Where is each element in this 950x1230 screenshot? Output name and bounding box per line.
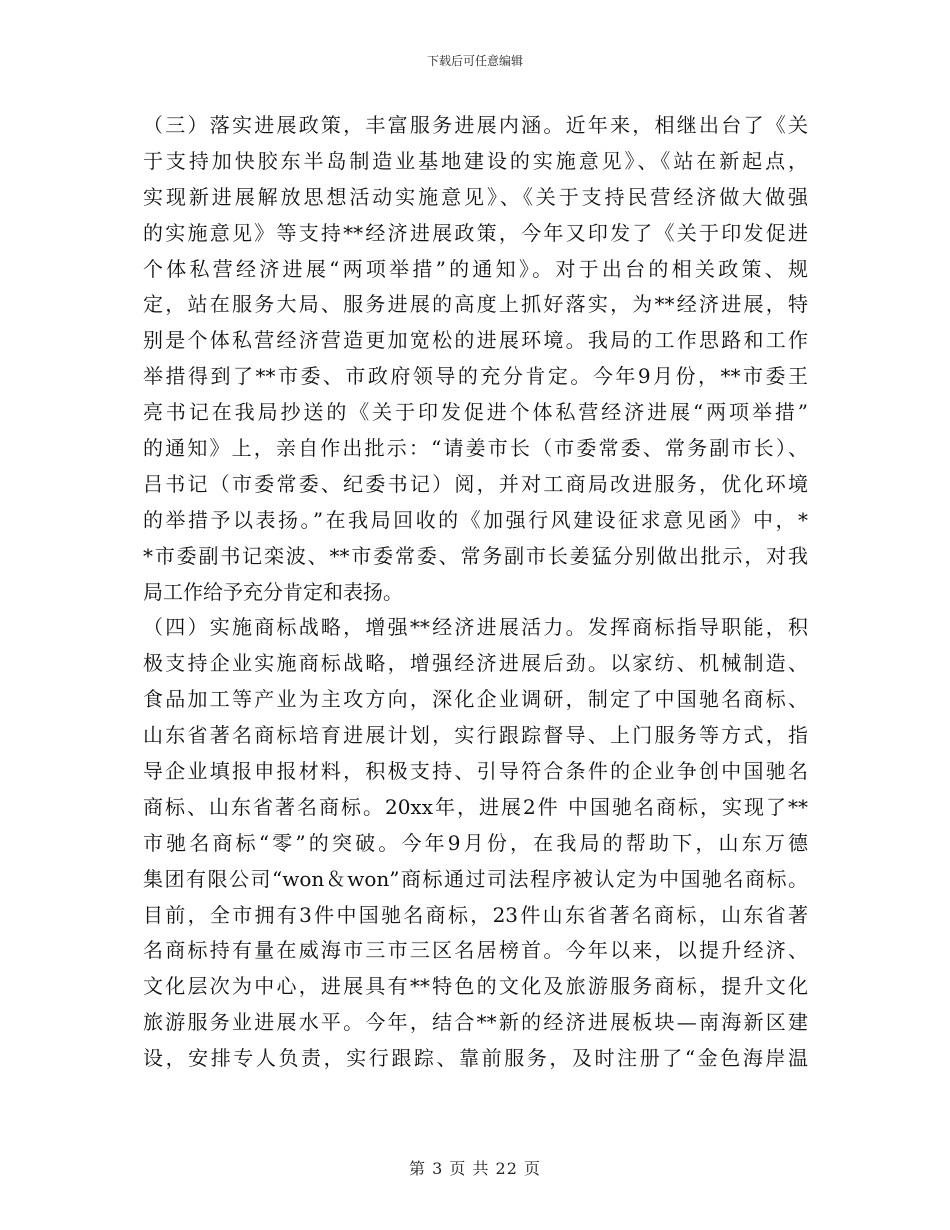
text-line: 个体私营经济进展“两项举措”的通知》。对于出台的相关政策、规	[143, 256, 808, 281]
text-line: 极支持企业实施商标战略，增强经济进展后劲。以家纺、机械制造、	[143, 651, 808, 676]
page-header: 下载后可任意编辑	[426, 54, 523, 68]
text-line: 商标、山东省著名商标。20xx年，进展2件 中国驰名商标，实现了**	[143, 794, 808, 819]
page-footer: 第 3 页 共 22 页	[409, 1159, 541, 1178]
text-line: 食品加工等产业为主攻方向，深化企业调研，制定了中国驰名商标、	[143, 687, 808, 712]
text-line: 于支持加快胶东半岛制造业基地建设的实施意见》、《站在新起点，	[143, 148, 808, 173]
text-line: 吕书记（市委常委、纪委书记）阅，并对工商局改进服务，优化环境	[143, 471, 808, 496]
text-line: 的举措予以表扬。”在我局回收的《加强行风建设征求意见函》中，*	[143, 507, 808, 532]
text-line: 山东省著名商标培育进展计划，实行跟踪督导、上门服务等方式，指	[143, 723, 808, 748]
text-line: （四）实施商标战略，增强**经济进展活力。发挥商标指导职能，积	[143, 615, 808, 640]
text-line: 亮书记在我局抄送的《关于印发促进个体私营经济进展“两项举措”	[143, 400, 808, 425]
text-line: *市委副书记栾波、**市委常委、常务副市长姜猛分别做出批示，对我	[143, 543, 808, 568]
text-line: 目前，全市拥有3件中国驰名商标，23件山东省著名商标，山东省著	[143, 902, 808, 927]
text-line: 的通知》上，亲自作出批示：“请姜市长（市委常委、常务副市长）、	[143, 436, 808, 461]
text-line: 别是个体私营经济营造更加宽松的进展环境。我局的工作思路和工作	[143, 328, 808, 353]
text-line: 定，站在服务大局、服务进展的高度上抓好落实，为**经济进展，特	[143, 292, 808, 317]
document-body	[143, 108, 808, 1077]
text-line: 实现新进展解放思想活动实施意见》、《关于支持民营经济做大做强	[143, 184, 808, 209]
text-line: 名商标持有量在威海市三市三区名居榜首。今年以来，以提升经济、	[143, 938, 808, 963]
text-line: 集团有限公司“won＆won”商标通过司法程序被认定为中国驰名商标。	[143, 866, 808, 891]
text-line: 局工作给予充分肯定和表扬。	[143, 579, 403, 604]
text-line: 设，安排专人负责，实行跟踪、靠前服务，及时注册了“金色海岸温	[143, 1046, 808, 1071]
text-line: 市驰名商标“零”的突破。今年9月份，在我局的帮助下，山东万德	[143, 830, 808, 855]
text-line: 旅游服务业进展水平。今年，结合**新的经济进展板块—南海新区建	[143, 1010, 808, 1035]
text-line: 导企业填报申报材料，积极支持、引导符合条件的企业争创中国驰名	[143, 759, 808, 784]
text-line: 举措得到了**市委、市政府领导的充分肯定。今年9月份，**市委王	[143, 364, 808, 389]
text-line: （三）落实进展政策，丰富服务进展内涵。近年来，相继出台了《关	[143, 113, 808, 137]
text-line: 的实施意见》等支持**经济进展政策，今年又印发了《关于印发促进	[143, 220, 808, 245]
text-line: 文化层次为中心，进展具有**特色的文化及旅游服务商标，提升文化	[143, 974, 808, 999]
